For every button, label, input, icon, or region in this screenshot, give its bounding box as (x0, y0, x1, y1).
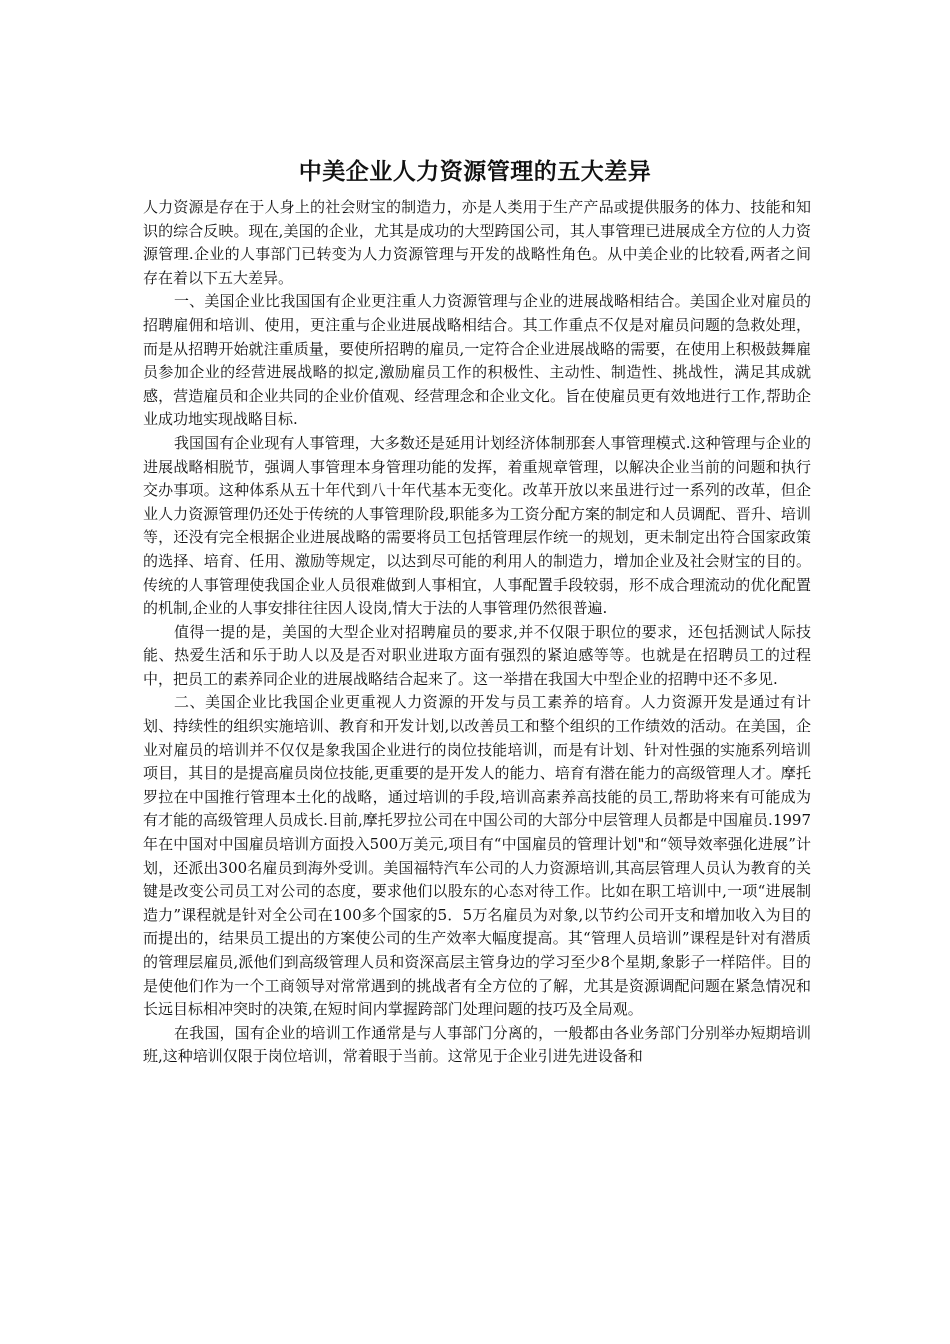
paragraph-intro: 人力资源是存在于人身上的社会财宝的制造力，亦是人类用于生产产品或提供服务的体力、技能和知识的综合反映。现在,美国的企业，尤其是成功的大型跨国公司，其人事管理已进展成全方位的人力资源管理.企业的人事部门已转变为人力资源管理与开发的战略性角色。从中美企业的比较看,两者之间存在着以下五大差异。 (143, 198, 811, 287)
paragraph-4: 二、美国企业比我国企业更重视人力资源的开发与员工素养的培育。人力资源开发是通过有计划、持续性的组织实施培训、教育和开发计划,以改善员工和整个组织的工作绩效的活动。在美国，企业对雇员的培训并不仅仅是象我国企业进行的岗位技能培训，而是有计划、针对性强的实施系列培训项目，其目的是提高雇员岗位技能,更重要的是开发人的能力、培育有潜在能力的高级管理人才。摩托罗拉在中国推行管理本土化的战略，通过培训的手段,培训高素养高技能的员工,帮助将来有可能成为有才能的高级管理人员成长.目前,摩托罗拉公司在中国公司的大部分中层管理人员都是中国雇员.1997年在中国对中国雇员培训方面投入500万美元,项目有“中国雇员的管理计划"和“领导效率强化进展”计划，还派出300名雇员到海外受训。美国福特汽车公司的人力资源培训,其高层管理人员认为教育的关键是改变公司员工对公司的态度，要求他们以股东的心态对待工作。比如在职工培训中,一项“进展制造力”课程就是针对全公司在100多个国家的5．5万名雇员为对象,以节约公司开支和增加收入为目的而提出的，结果员工提出的方案使公司的生产效率大幅度提高。其“管理人员培训”课程是针对有潜质的管理层雇员,派他们到高级管理人员和资深高层主管身边的学习至少8个星期,象影子一样陪伴。目的是使他们作为一个工商领导对常常遇到的挑战者有全方位的了解，尤其是资源调配问题在紧急情况和长远目标相冲突时的决策,在短时间内掌握跨部门处理问题的技巧及全局观。 (143, 693, 811, 1019)
paragraph-1: 一、美国企业比我国国有企业更注重人力资源管理与企业的进展战略相结合。美国企业对雇员的招聘雇佣和培训、使用，更注重与企业进展战略相结合。其工作重点不仅是对雇员问题的急救处理，而是从招聘开始就注重质量，要使所招聘的雇员,一定符合企业进展战略的需要，在使用上积极鼓舞雇员参加企业的经营进展战略的拟定,激励雇员工作的积极性、主动性、制造性、挑战性，满足其成就感，营造雇员和企业共同的企业价值观、经营理念和企业文化。旨在使雇员更有效地进行工作,帮助企业成功地实现战略目标. (143, 292, 811, 429)
paragraph-5: 在我国，国有企业的培训工作通常是与人事部门分离的，一般都由各业务部门分别举办短期培训班,这种培训仅限于岗位培训，常着眼于当前。这常见于企业引进先进设备和 (143, 1023, 811, 1066)
document-body (143, 196, 811, 1069)
paragraph-3: 值得一提的是，美国的大型企业对招聘雇员的要求,并不仅限于职位的要求，还包括测试人际技能、热爱生活和乐于助人以及是否对职业进取方面有强烈的紧迫感等等。也就是在招聘员工的过程中，把员工的素养同企业的进展战略结合起来了。这一举措在我国大中型企业的招聘中还不多见. (143, 622, 811, 688)
document-title: 中美企业人力资源管理的五大差异 (298, 159, 652, 185)
paragraph-2: 我国国有企业现有人事管理，大多数还是延用计划经济体制那套人事管理模式.这种管理与企业的进展战略相脱节，强调人事管理本身管理功能的发挥，着重规章管理，以解决企业当前的问题和执行交办事项。这种体系从五十年代到八十年代基本无变化。改革开放以来虽进行过一系列的改革，但企业人力资源管理仍还处于传统的人事管理阶段,职能多为工资分配方案的制定和人员调配、晋升、培训等，还没有完全根据企业进展战略的需要将员工包括管理层作统一的规划，更未制定出符合国家政策的选择、培育、任用、激励等规定，以达到尽可能的利用人的制造力，增加企业及社会财宝的目的。传统的人事管理使我国企业人员很难做到人事相宜，人事配置手段较弱，形不成合理流动的优化配置的机制,企业的人事安排往往因人设岗,情大于法的人事管理仍然很普遍. (143, 433, 811, 618)
